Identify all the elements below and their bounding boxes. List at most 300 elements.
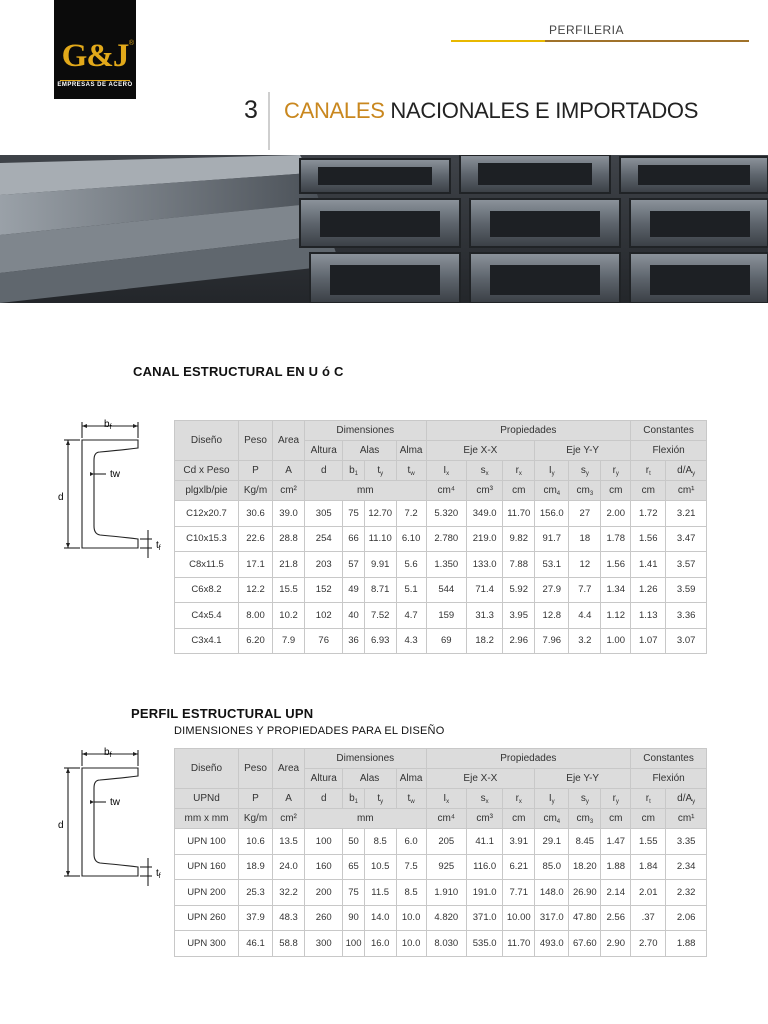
table-row <box>175 905 707 931</box>
table-cell <box>396 905 426 931</box>
row-designation <box>175 905 239 931</box>
table-cell <box>426 628 467 654</box>
cell-text: cm³ <box>476 813 493 824</box>
cell-text: 2.70 <box>638 937 658 949</box>
table-cell <box>631 577 666 603</box>
cell-text: 48.3 <box>279 912 298 924</box>
cell-text: 925 <box>438 861 455 873</box>
cell-text: 1.72 <box>638 507 658 519</box>
cell-text: s <box>580 792 586 804</box>
cell-text: 12.2 <box>246 584 265 596</box>
cell-text: Alma <box>399 445 423 456</box>
header-symbol <box>535 461 569 481</box>
header-symbol <box>396 461 426 481</box>
header-rule-brown <box>545 40 749 42</box>
header-alma <box>396 441 426 461</box>
cell-text: t <box>377 792 381 804</box>
table-cell <box>666 628 707 654</box>
logo-registered: ® <box>128 40 134 47</box>
cell-text: 305 <box>315 507 332 519</box>
table-cell <box>364 526 396 552</box>
table-cell <box>426 552 467 578</box>
table-cell <box>343 526 364 552</box>
header-unit <box>305 809 427 829</box>
header-constantes <box>631 749 707 769</box>
cell-text: Area <box>277 763 300 774</box>
table-cell <box>601 854 631 880</box>
table-cell <box>343 880 364 906</box>
table-cell <box>396 603 426 629</box>
cell-text: 1.47 <box>606 835 625 847</box>
cell-subscript: 1 <box>354 798 359 805</box>
table-cell <box>601 501 631 527</box>
table-cell <box>631 905 666 931</box>
header-unit <box>238 481 272 501</box>
row-designation <box>175 829 239 855</box>
table-cell <box>467 552 503 578</box>
header-row <box>175 421 707 441</box>
cell-text: C12x20.7 <box>186 507 227 519</box>
cell-text: 12 <box>579 558 591 570</box>
table-cell <box>666 905 707 931</box>
cell-text: cm <box>576 484 590 496</box>
cell-text: 14.0 <box>370 912 390 924</box>
cell-text: cm⁴ <box>437 485 456 496</box>
header-alas <box>343 441 396 461</box>
cell-text: 133.0 <box>472 558 497 570</box>
cell-text: Constantes <box>643 425 694 436</box>
cell-text: 191.0 <box>472 886 497 898</box>
cell-text: 30.6 <box>246 507 265 519</box>
table-cell <box>535 501 569 527</box>
cell-subscript: t <box>649 798 651 805</box>
table-cell <box>569 552 601 578</box>
header-symbol <box>175 461 239 481</box>
cell-text: 47.80 <box>572 912 597 924</box>
cell-text: 25.3 <box>246 886 265 898</box>
cell-text: 3.47 <box>676 533 696 545</box>
cell-text: Kg/m <box>243 813 268 824</box>
cell-text: 53.1 <box>542 558 562 570</box>
table-cell <box>631 628 666 654</box>
cell-text: 10.6 <box>246 835 265 847</box>
table-cell <box>503 931 535 957</box>
cell-text: cm <box>576 812 590 824</box>
table-cell <box>426 577 467 603</box>
logo-divider <box>60 80 130 81</box>
header-unit <box>273 481 305 501</box>
table-cell <box>535 854 569 880</box>
table-cell <box>364 829 396 855</box>
cell-text: 3.91 <box>509 835 528 847</box>
table-cell <box>666 577 707 603</box>
cell-text: 27 <box>579 507 591 519</box>
table-cell <box>273 501 305 527</box>
table-cell <box>396 829 426 855</box>
cell-subscript: x <box>485 470 489 477</box>
table-cell <box>305 905 343 931</box>
cell-text: 69 <box>440 635 452 647</box>
cell-subscript: x <box>518 798 522 805</box>
cell-text: 2.00 <box>606 507 625 519</box>
table-cell <box>364 501 396 527</box>
cell-text: 1.07 <box>638 635 658 647</box>
table-cell <box>467 603 503 629</box>
cell-text: mm <box>356 485 374 496</box>
table-cell <box>396 577 426 603</box>
header-unit <box>666 809 707 829</box>
header-symbol <box>601 461 631 481</box>
chapter-title <box>284 98 698 124</box>
cell-text: 7.2 <box>404 507 418 519</box>
cell-text: Eje Y-Y <box>566 445 600 456</box>
header-symbol <box>364 461 396 481</box>
table-cell <box>535 829 569 855</box>
table-cell <box>238 854 272 880</box>
table-cell <box>343 628 364 654</box>
cell-text: cm³ <box>476 485 493 496</box>
cell-text: 31.3 <box>475 609 494 621</box>
cell-text: UPN 260 <box>187 912 226 924</box>
header-eje-xx <box>426 769 535 789</box>
cell-text: I <box>548 792 552 804</box>
table-cell <box>503 854 535 880</box>
table-cell <box>467 577 503 603</box>
cell-text: 17.1 <box>246 558 265 570</box>
cell-text: 2.90 <box>606 937 625 949</box>
cell-text: 10.0 <box>401 912 421 924</box>
cell-text: 49 <box>348 584 359 596</box>
header-unit <box>601 481 631 501</box>
section-title-upn: PERFIL ESTRUCTURAL UPN <box>131 706 314 721</box>
header-symbol <box>426 789 467 809</box>
table-cell <box>364 905 396 931</box>
cell-subscript: y <box>692 798 696 805</box>
header-symbol <box>467 789 503 809</box>
header-propiedades <box>426 421 631 441</box>
header-unit <box>666 481 707 501</box>
header-unit <box>631 481 666 501</box>
cell-text: Cd x Peso <box>183 465 230 476</box>
cell-text: 1.34 <box>606 584 625 596</box>
cell-subscript: x <box>518 470 522 477</box>
header-symbol <box>343 789 364 809</box>
cell-text: cm <box>641 485 655 496</box>
table-cell <box>343 829 364 855</box>
cell-text: 18 <box>579 533 591 545</box>
channel-section-diagram <box>56 418 176 560</box>
cell-text: 24.0 <box>279 861 298 873</box>
table-cell <box>273 577 305 603</box>
row-designation <box>175 577 239 603</box>
table-cell <box>666 931 707 957</box>
table-cell <box>535 931 569 957</box>
cell-text: UPN 300 <box>187 937 226 949</box>
cell-text: 37.9 <box>246 912 265 924</box>
table-cell <box>666 501 707 527</box>
table-cell <box>666 526 707 552</box>
cell-text: 18.9 <box>246 861 265 873</box>
table-cell <box>343 603 364 629</box>
table-cell <box>467 854 503 880</box>
table-cell <box>426 501 467 527</box>
cell-text: 58.8 <box>279 937 298 949</box>
table-cell <box>467 501 503 527</box>
table-cell <box>601 526 631 552</box>
table-cell <box>467 829 503 855</box>
cell-text: 7.52 <box>370 609 390 621</box>
table-cell <box>569 931 601 957</box>
cell-text: 4.3 <box>404 635 418 647</box>
cell-text: 85.0 <box>542 861 562 873</box>
cell-text: 50 <box>348 835 359 847</box>
cell-text: 66 <box>348 533 359 545</box>
cell-text: 3.95 <box>509 609 528 621</box>
section-subtitle-upn: DIMENSIONES Y PROPIEDADES PARA EL DISEÑO <box>174 725 445 737</box>
row-designation <box>175 603 239 629</box>
header-symbol <box>503 789 535 809</box>
cell-text: 41.1 <box>475 835 494 847</box>
table-cell <box>305 931 343 957</box>
header-unit <box>175 481 239 501</box>
table-cell <box>305 552 343 578</box>
header-eje-xx <box>426 441 535 461</box>
upn-spec-table <box>174 748 707 957</box>
table-cell <box>535 880 569 906</box>
symbol-row <box>175 789 707 809</box>
cell-text: 13.5 <box>279 835 298 847</box>
table-cell <box>396 526 426 552</box>
table-cell <box>503 552 535 578</box>
cell-text: cm <box>543 484 557 496</box>
table-cell <box>601 880 631 906</box>
table-cell <box>273 880 305 906</box>
cell-text: t <box>407 464 411 476</box>
cell-text: 11.70 <box>507 937 531 949</box>
cell-text: 100 <box>345 937 362 949</box>
cell-text: 7.71 <box>509 886 528 898</box>
table-cell <box>426 829 467 855</box>
cell-text: 75 <box>348 507 359 519</box>
header-symbol <box>535 789 569 809</box>
cell-text: s <box>480 464 486 476</box>
cell-text: 11.5 <box>371 886 390 898</box>
cell-text: Diseño <box>190 435 223 446</box>
label-tw: tw <box>110 797 120 808</box>
cell-text: r <box>612 464 616 476</box>
header-symbol <box>569 461 601 481</box>
table-cell <box>503 880 535 906</box>
header-peso <box>238 421 272 461</box>
table-cell <box>631 526 666 552</box>
cell-text: 3.07 <box>676 635 696 647</box>
cell-text: 535.0 <box>472 937 497 949</box>
table-cell <box>631 829 666 855</box>
logo-subtitle: EMPRESAS DE ACERO <box>57 82 133 88</box>
cell-text: 1.88 <box>676 937 696 949</box>
cell-subscript: w <box>410 798 415 805</box>
table-cell <box>535 577 569 603</box>
cell-subscript: w <box>410 470 415 477</box>
table-cell <box>305 577 343 603</box>
header-unit <box>175 809 239 829</box>
cell-text: t <box>377 464 381 476</box>
table-cell <box>364 577 396 603</box>
table-cell <box>666 603 707 629</box>
header-unit <box>631 809 666 829</box>
chapter-number: 3 <box>244 96 258 124</box>
chapter-title-accent: CANALES <box>284 98 385 123</box>
cell-text: 6.20 <box>246 635 265 647</box>
cell-text: 28.8 <box>279 533 298 545</box>
table-cell <box>343 854 364 880</box>
cell-text: r <box>645 464 650 476</box>
table-cell <box>569 577 601 603</box>
table-cell <box>426 854 467 880</box>
cell-text: 254 <box>315 533 332 545</box>
unit-row <box>175 481 707 501</box>
logo-mark: G&J <box>61 38 129 74</box>
table-cell <box>569 880 601 906</box>
cell-text: 349.0 <box>472 507 497 519</box>
cell-text: 1.55 <box>638 835 658 847</box>
table-cell <box>364 603 396 629</box>
row-designation <box>175 628 239 654</box>
table-cell <box>569 854 601 880</box>
header-symbol <box>503 461 535 481</box>
table-cell <box>426 880 467 906</box>
cell-subscript: 3 <box>589 490 594 497</box>
table-row <box>175 829 707 855</box>
cell-text: s <box>480 792 486 804</box>
table-row <box>175 880 707 906</box>
table-cell <box>396 628 426 654</box>
table-row <box>175 526 707 552</box>
header-rule-gold <box>451 40 545 42</box>
table-cell <box>601 603 631 629</box>
table-cell <box>396 880 426 906</box>
cell-text: 57 <box>348 558 359 570</box>
table-cell <box>666 829 707 855</box>
table-cell <box>273 931 305 957</box>
cell-text: 29.1 <box>542 835 562 847</box>
table-cell <box>343 577 364 603</box>
cell-text: 3.2 <box>578 635 592 647</box>
cell-text: 6.0 <box>404 835 418 847</box>
cell-text: 22.6 <box>246 533 265 545</box>
cell-text: Altura <box>310 445 337 456</box>
table-cell <box>305 603 343 629</box>
table-cell <box>364 880 396 906</box>
table-cell <box>273 552 305 578</box>
cell-text: 1.84 <box>638 861 658 873</box>
table-cell <box>535 628 569 654</box>
header-symbol <box>238 461 272 481</box>
table-cell <box>601 931 631 957</box>
header-symbol <box>343 461 364 481</box>
cell-text: 5.320 <box>434 507 459 519</box>
table-cell <box>364 854 396 880</box>
cell-text: 2.56 <box>606 912 625 924</box>
cell-text: P <box>252 465 259 476</box>
cell-text: 3.35 <box>676 835 696 847</box>
cell-text: 21.8 <box>279 558 298 570</box>
header-symbol <box>273 789 305 809</box>
table-cell <box>503 628 535 654</box>
table-cell <box>631 552 666 578</box>
header-row <box>175 749 707 769</box>
cell-text: 18.2 <box>475 635 494 647</box>
cell-text: C6x8.2 <box>191 584 222 596</box>
cell-subscript: y <box>551 798 555 805</box>
header-dimensiones <box>305 749 427 769</box>
chapter-title-rest: NACIONALES E IMPORTADOS <box>384 98 699 123</box>
cell-text: 219.0 <box>472 533 497 545</box>
table-cell <box>305 829 343 855</box>
cell-text: 7.96 <box>542 635 562 647</box>
header-unit <box>503 809 535 829</box>
label-tw: tw <box>110 469 120 480</box>
cell-text: r <box>515 792 519 804</box>
cell-text: Flexión <box>652 445 685 456</box>
header-eje-yy <box>535 769 631 789</box>
cell-text: cm <box>641 813 655 824</box>
cell-text: 1.88 <box>606 861 625 873</box>
cell-text: 3.59 <box>676 584 696 596</box>
table-cell <box>467 880 503 906</box>
steel-channels-photo <box>0 155 768 303</box>
cell-text: C10x15.3 <box>186 533 227 545</box>
header-area <box>273 749 305 789</box>
label-tf: $t_f$ <box>156 540 161 552</box>
cell-subscript: 4 <box>556 818 561 825</box>
header-symbol <box>238 789 272 809</box>
cell-text: 8.00 <box>246 609 265 621</box>
upn-section-diagram <box>56 746 176 888</box>
table-cell <box>396 501 426 527</box>
header-unit <box>426 809 467 829</box>
cell-subscript: y <box>585 470 589 477</box>
cell-text: 205 <box>438 835 455 847</box>
cell-text: Area <box>277 435 300 446</box>
chapter-divider <box>268 92 270 150</box>
cell-text: 160 <box>315 861 332 873</box>
table-cell <box>305 526 343 552</box>
cell-text: 4.7 <box>404 609 418 621</box>
cell-text: 200 <box>315 886 332 898</box>
table-cell <box>396 931 426 957</box>
table-cell <box>238 603 272 629</box>
cell-text: 65 <box>348 861 359 873</box>
unit-row <box>175 809 707 829</box>
table-row <box>175 577 707 603</box>
cell-text: 46.1 <box>246 937 265 949</box>
cell-text: UPN 160 <box>187 861 226 873</box>
cell-text: 3.21 <box>676 507 696 519</box>
table-cell <box>273 628 305 654</box>
canal-spec-table <box>174 420 707 654</box>
table-cell <box>503 577 535 603</box>
table-cell <box>569 628 601 654</box>
cell-text: 4.820 <box>434 912 459 924</box>
row-designation <box>175 552 239 578</box>
table-cell <box>273 526 305 552</box>
table-cell <box>569 905 601 931</box>
cell-subscript: y <box>551 470 555 477</box>
cell-text: 10.00 <box>506 912 531 924</box>
cell-text: 27.9 <box>542 584 562 596</box>
header-unit <box>305 481 427 501</box>
